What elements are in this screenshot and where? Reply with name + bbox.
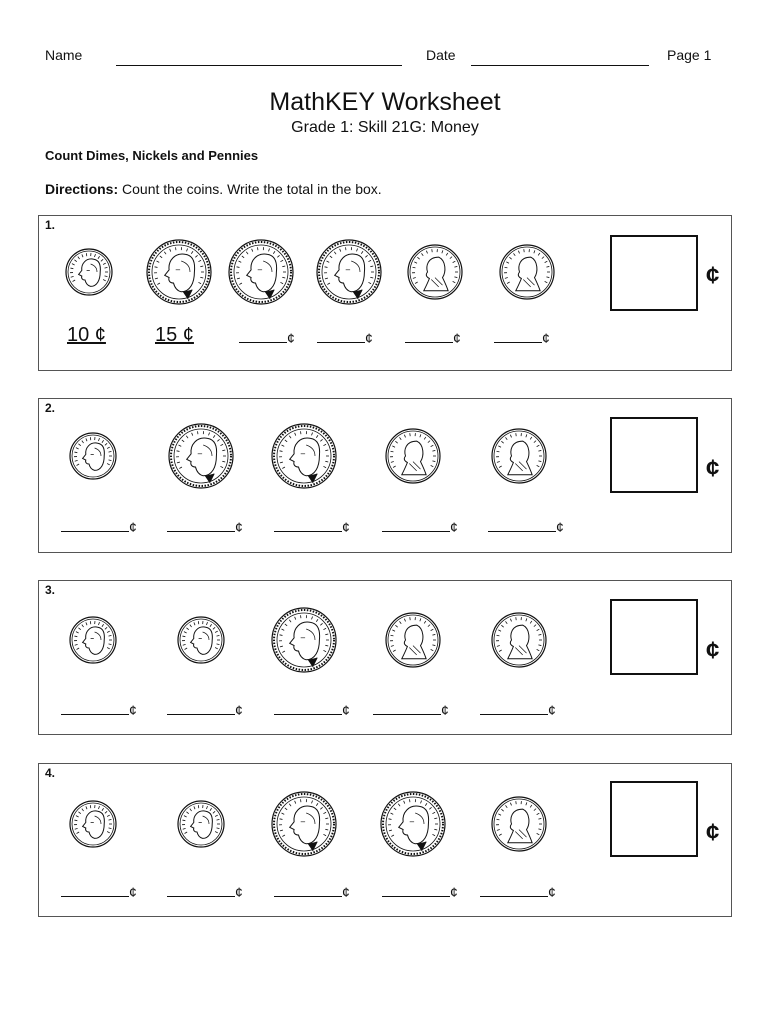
answer-line[interactable] (494, 328, 542, 343)
total-answer-box[interactable] (610, 235, 698, 311)
coin-count-blank[interactable] (61, 517, 137, 535)
coin-count-blank[interactable] (61, 882, 137, 900)
directions-label: Directions: (45, 181, 119, 197)
coin-count-blank[interactable] (274, 882, 350, 900)
nickel-coin-icon (271, 791, 337, 857)
coin-count-blank[interactable] (239, 328, 295, 346)
answer-line[interactable] (382, 882, 450, 897)
coin-count-blank[interactable] (167, 700, 243, 718)
total-cent-sign: ¢ (706, 262, 720, 289)
cent-sign: ¢ (129, 519, 137, 535)
coin-count-blank[interactable] (488, 517, 564, 535)
cent-sign: ¢ (235, 702, 243, 718)
penny-coin-icon (491, 428, 547, 484)
penny-coin-icon (491, 796, 547, 852)
dime-coin-icon (69, 616, 117, 664)
directions (45, 181, 382, 197)
dime-coin-icon (177, 800, 225, 848)
answer-line[interactable] (61, 882, 129, 897)
problem-2 (38, 398, 732, 553)
answer-line[interactable] (480, 882, 548, 897)
penny-coin-icon (407, 244, 463, 300)
answer-line[interactable] (167, 700, 235, 715)
cent-sign: ¢ (450, 884, 458, 900)
dime-coin-icon (65, 248, 113, 296)
total-answer-box[interactable] (610, 417, 698, 493)
nickel-coin-icon (168, 423, 234, 489)
coin-count-blank[interactable] (61, 700, 137, 718)
answer-line[interactable] (480, 700, 548, 715)
worksheet-title: MathKEY Worksheet (269, 88, 501, 116)
problem-1 (38, 215, 732, 371)
answer-line[interactable] (274, 882, 342, 897)
coin-count-blank[interactable] (382, 517, 458, 535)
cent-sign: ¢ (556, 519, 564, 535)
nickel-coin-icon (146, 239, 212, 305)
coin-count-blank[interactable] (274, 517, 350, 535)
answer-line[interactable] (167, 882, 235, 897)
coin-count-blank[interactable] (274, 700, 350, 718)
coin-count-blank[interactable] (480, 882, 556, 900)
cent-sign: ¢ (235, 884, 243, 900)
cent-sign: ¢ (129, 702, 137, 718)
directions-text: Count the coins. Write the total in the box. (122, 181, 382, 197)
nickel-coin-icon (271, 607, 337, 673)
coin-count-blank[interactable] (167, 517, 243, 535)
total-answer-box[interactable] (610, 781, 698, 857)
total-cent-sign: ¢ (706, 455, 720, 482)
problem-number: 2. (45, 401, 56, 415)
cent-sign: ¢ (235, 519, 243, 535)
answer-line[interactable] (382, 517, 450, 532)
cent-sign: ¢ (548, 884, 556, 900)
total-answer-box[interactable] (610, 599, 698, 675)
cent-sign: ¢ (441, 702, 449, 718)
name-field[interactable] (116, 65, 402, 66)
cent-sign: ¢ (548, 702, 556, 718)
problem-number: 1. (45, 218, 56, 232)
nickel-coin-icon (228, 239, 294, 305)
answer-line[interactable] (488, 517, 556, 532)
penny-coin-icon (385, 428, 441, 484)
penny-coin-icon (499, 244, 555, 300)
name-label: Name (45, 47, 83, 63)
total-cent-sign: ¢ (706, 819, 720, 846)
coin-count-answer: 10 ¢ (67, 324, 106, 346)
coin-count-answer: 15 ¢ (155, 324, 194, 346)
coin-count-blank[interactable] (405, 328, 461, 346)
dime-coin-icon (69, 800, 117, 848)
answer-line[interactable] (239, 328, 287, 343)
cent-sign: ¢ (365, 330, 373, 346)
cent-sign: ¢ (342, 884, 350, 900)
problem-3 (38, 580, 732, 735)
answer-line[interactable] (61, 517, 129, 532)
coin-count-blank[interactable] (373, 700, 449, 718)
answer-line[interactable] (373, 700, 441, 715)
problem-number: 3. (45, 583, 56, 597)
cent-sign: ¢ (287, 330, 295, 346)
section-title: Count Dimes, Nickels and Pennies (45, 148, 259, 163)
problem-number: 4. (45, 766, 56, 780)
cent-sign: ¢ (342, 519, 350, 535)
answer-line[interactable] (405, 328, 453, 343)
page-number: Page 1 (667, 47, 712, 63)
nickel-coin-icon (380, 791, 446, 857)
cent-sign: ¢ (450, 519, 458, 535)
cent-sign: ¢ (129, 884, 137, 900)
coin-count-blank[interactable] (494, 328, 550, 346)
problem-4 (38, 763, 732, 917)
date-field[interactable] (471, 65, 649, 66)
answer-line[interactable] (274, 700, 342, 715)
penny-coin-icon (385, 612, 441, 668)
dime-coin-icon (177, 616, 225, 664)
nickel-coin-icon (271, 423, 337, 489)
answer-line[interactable] (167, 517, 235, 532)
date-label: Date (426, 47, 456, 63)
worksheet-subtitle: Grade 1: Skill 21G: Money (291, 119, 479, 136)
dime-coin-icon (69, 432, 117, 480)
penny-coin-icon (491, 612, 547, 668)
coin-count-blank[interactable] (382, 882, 458, 900)
answer-line[interactable] (61, 700, 129, 715)
nickel-coin-icon (316, 239, 382, 305)
cent-sign: ¢ (342, 702, 350, 718)
answer-line[interactable] (317, 328, 365, 343)
coin-count-blank[interactable] (167, 882, 243, 900)
answer-line[interactable] (274, 517, 342, 532)
total-cent-sign: ¢ (706, 637, 720, 664)
coin-count-blank[interactable] (480, 700, 556, 718)
cent-sign: ¢ (453, 330, 461, 346)
cent-sign: ¢ (542, 330, 550, 346)
coin-count-blank[interactable] (317, 328, 373, 346)
